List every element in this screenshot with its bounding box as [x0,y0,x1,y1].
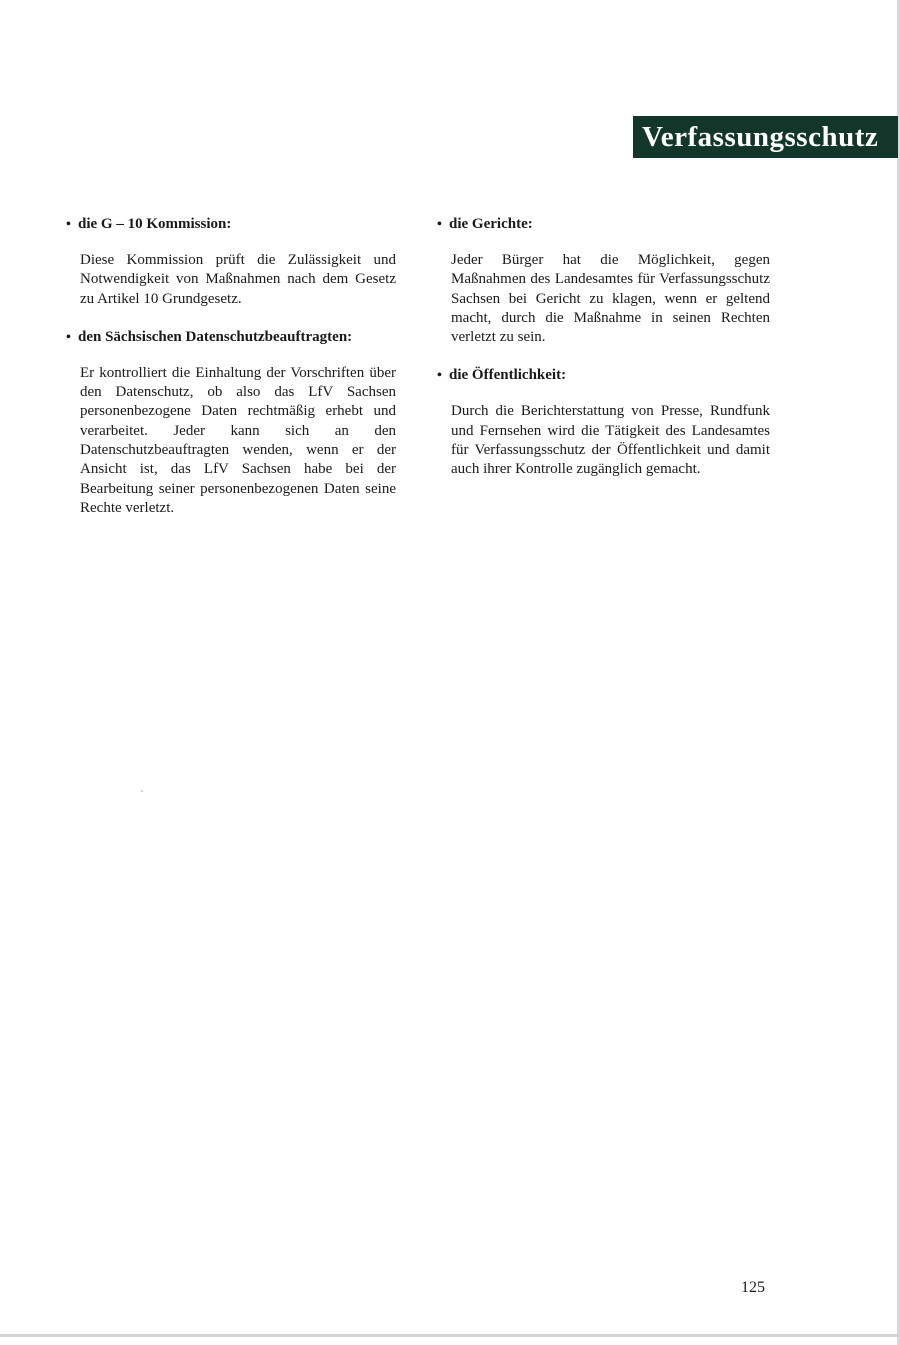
section-datenschutzbeauftragter [66,327,396,518]
section-oeffentlichkeit [437,365,770,479]
section-heading [66,327,396,348]
header-banner: Verfassungsschutz [633,116,898,158]
section-gerichte [437,214,770,347]
section-heading-text: die Gerichte: [449,216,533,232]
page-edge-bottom [0,1334,900,1337]
bullet-icon: • [437,368,442,384]
right-column [437,214,770,498]
bullet-icon: • [66,329,71,345]
section-g10-kommission [66,214,396,309]
section-heading [66,214,396,235]
scan-speck [141,790,143,792]
section-heading [437,214,770,235]
page-number: 125 [741,1279,765,1296]
bullet-icon: • [66,217,71,232]
section-heading [437,365,770,386]
section-heading-text: die G – 10 Kommission: [78,216,232,232]
section-body: Diese Kommission prüft die Zulässigkeit und Notwendigkeit von Maßnahmen nach dem Gesetz zu Artikel 10 Grundgesetz. [80,252,396,307]
section-heading-text: den Sächsischen Datenschutzbeauftragten: [78,328,353,345]
section-body: Er kontrolliert die Einhaltung der Vorschriften über den Datenschutz, ob also das LfV Sachsen personenbezogene Daten rechtmäßig erhebt und verarbeitet. Jeder kann sich an den Datenschutzbeauftragten wenden, wenn er der Ansicht ist, das LfV Sachsen habe bei der Bearbeitung seiner personenbezogenen Daten seine Rechte verletzt. [80,364,396,516]
section-body: Jeder Bürger hat die Möglichkeit, gegen Maßnahmen des Landesamtes für Verfassungsschutz Sachsen bei Gericht zu klagen, wenn er geltend macht, durch die Maßnahme in seinen Rechten verletzt zu sein. [451,252,770,346]
section-body: Durch die Berichterstattung von Presse, Rundfunk und Fernsehen wird die Tätigkeit des Landesamtes für Verfassungsschutz der Öffentlichkeit und damit auch ihrer Kontrolle zugänglich gemacht. [451,403,770,478]
bullet-icon: • [437,217,442,232]
section-heading-text: die Öffentlichkeit: [449,367,567,384]
left-column [66,214,396,536]
